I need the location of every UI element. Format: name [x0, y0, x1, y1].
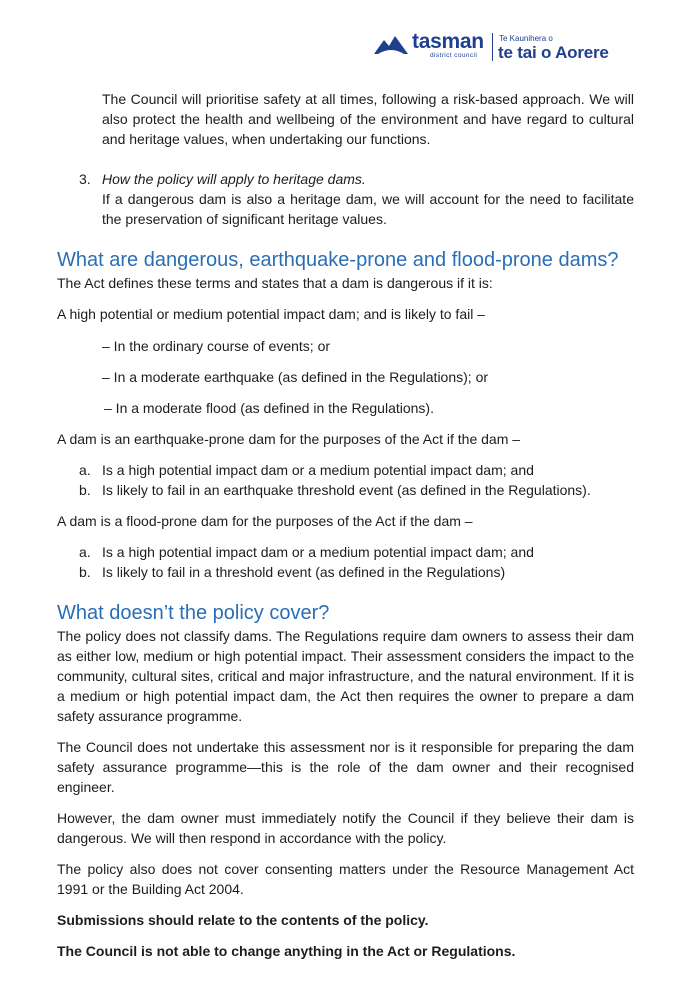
- bold-statement: Submissions should relate to the contents of the policy.: [57, 912, 429, 928]
- list-item: [57, 562, 634, 582]
- logo-brand: tasman: [412, 30, 484, 53]
- section-heading-dangerous-dams: What are dangerous, earthquake-prone and flood-prone dams?: [57, 249, 619, 271]
- list-label: b.: [79, 482, 91, 498]
- list-item: [57, 460, 634, 480]
- logo-divider: [492, 33, 493, 61]
- section2-p1: The policy does not classify dams. The Regulations require dam owners to assess their dam as either low, medium or high potential impact. Their assessment considers the impact to the community, cultural sites, critical and major infrastructure, and the natural environment. If it is a medium or high potential impact dam, the Act then requires the owner to prepare a dam safety assurance programme.: [57, 628, 634, 724]
- list-text: Is a high potential impact dam or a medium potential impact dam; and: [102, 462, 534, 478]
- item-text: If a dangerous dam is also a heritage dam, we will account for the need to facilitate the preservation of significant heritage values.: [102, 191, 634, 227]
- list-label: a.: [79, 462, 91, 478]
- section2-p3: However, the dam owner must immediately notify the Council if they believe their dam is dangerous. We will then respond in accordance with the policy.: [57, 810, 634, 846]
- dash-item: – In a moderate earthquake (as defined in the Regulations); or: [102, 369, 489, 385]
- list-text: Is likely to fail in an earthquake threshold event (as defined in the Regulations).: [102, 482, 591, 498]
- item-number: 3.: [79, 171, 91, 187]
- intro-paragraph: The Council will prioritise safety at all times, following a risk-based approach. We will also protect the health and wellbeing of the environment and have regard to cultural and heritage values, when undertaking our functions.: [102, 91, 634, 147]
- numbered-item-3: [57, 169, 634, 189]
- council-logo: [374, 30, 614, 64]
- section2-p2: The Council does not undertake this assessment nor is it responsible for preparing the dam safety assurance programme—this is the role of the dam owner and their recognised engineer.: [57, 739, 634, 795]
- list-text: Is a high potential impact dam or a medium potential impact dam; and: [102, 544, 534, 560]
- section1-p3: A dam is an earthquake-prone dam for the purposes of the Act if the dam –: [57, 431, 521, 447]
- bold-statement: The Council is not able to change anything in the Act or Regulations.: [57, 943, 516, 959]
- item-heading: How the policy will apply to heritage dams.: [102, 171, 366, 187]
- document-body: [57, 89, 634, 961]
- list-item: [57, 480, 634, 500]
- list-label: b.: [79, 564, 91, 580]
- logo-maori-small: Te Kaunihera o: [499, 34, 553, 43]
- list-item: [57, 542, 634, 562]
- logo-maori-name: te tai o Aorere: [498, 43, 609, 62]
- mountain-logo-icon: [374, 34, 408, 56]
- section2-p4: The policy also does not cover consenting matters under the Resource Management Act 1991 or the Building Act 2004.: [57, 861, 634, 897]
- section-heading-policy-cover: What doesn’t the policy cover?: [57, 602, 330, 624]
- dash-item: – In the ordinary course of events; or: [102, 338, 331, 354]
- logo-brand-sub: district council: [430, 52, 478, 59]
- section1-p4: A dam is a flood-prone dam for the purposes of the Act if the dam –: [57, 513, 473, 529]
- dash-item: – In a moderate flood (as defined in the Regulations).: [104, 400, 434, 416]
- section1-p1: The Act defines these terms and states that a dam is dangerous if it is:: [57, 275, 493, 291]
- list-label: a.: [79, 544, 91, 560]
- section1-p2: A high potential or medium potential impact dam; and is likely to fail –: [57, 306, 486, 322]
- list-text: Is likely to fail in a threshold event (as defined in the Regulations): [102, 564, 506, 580]
